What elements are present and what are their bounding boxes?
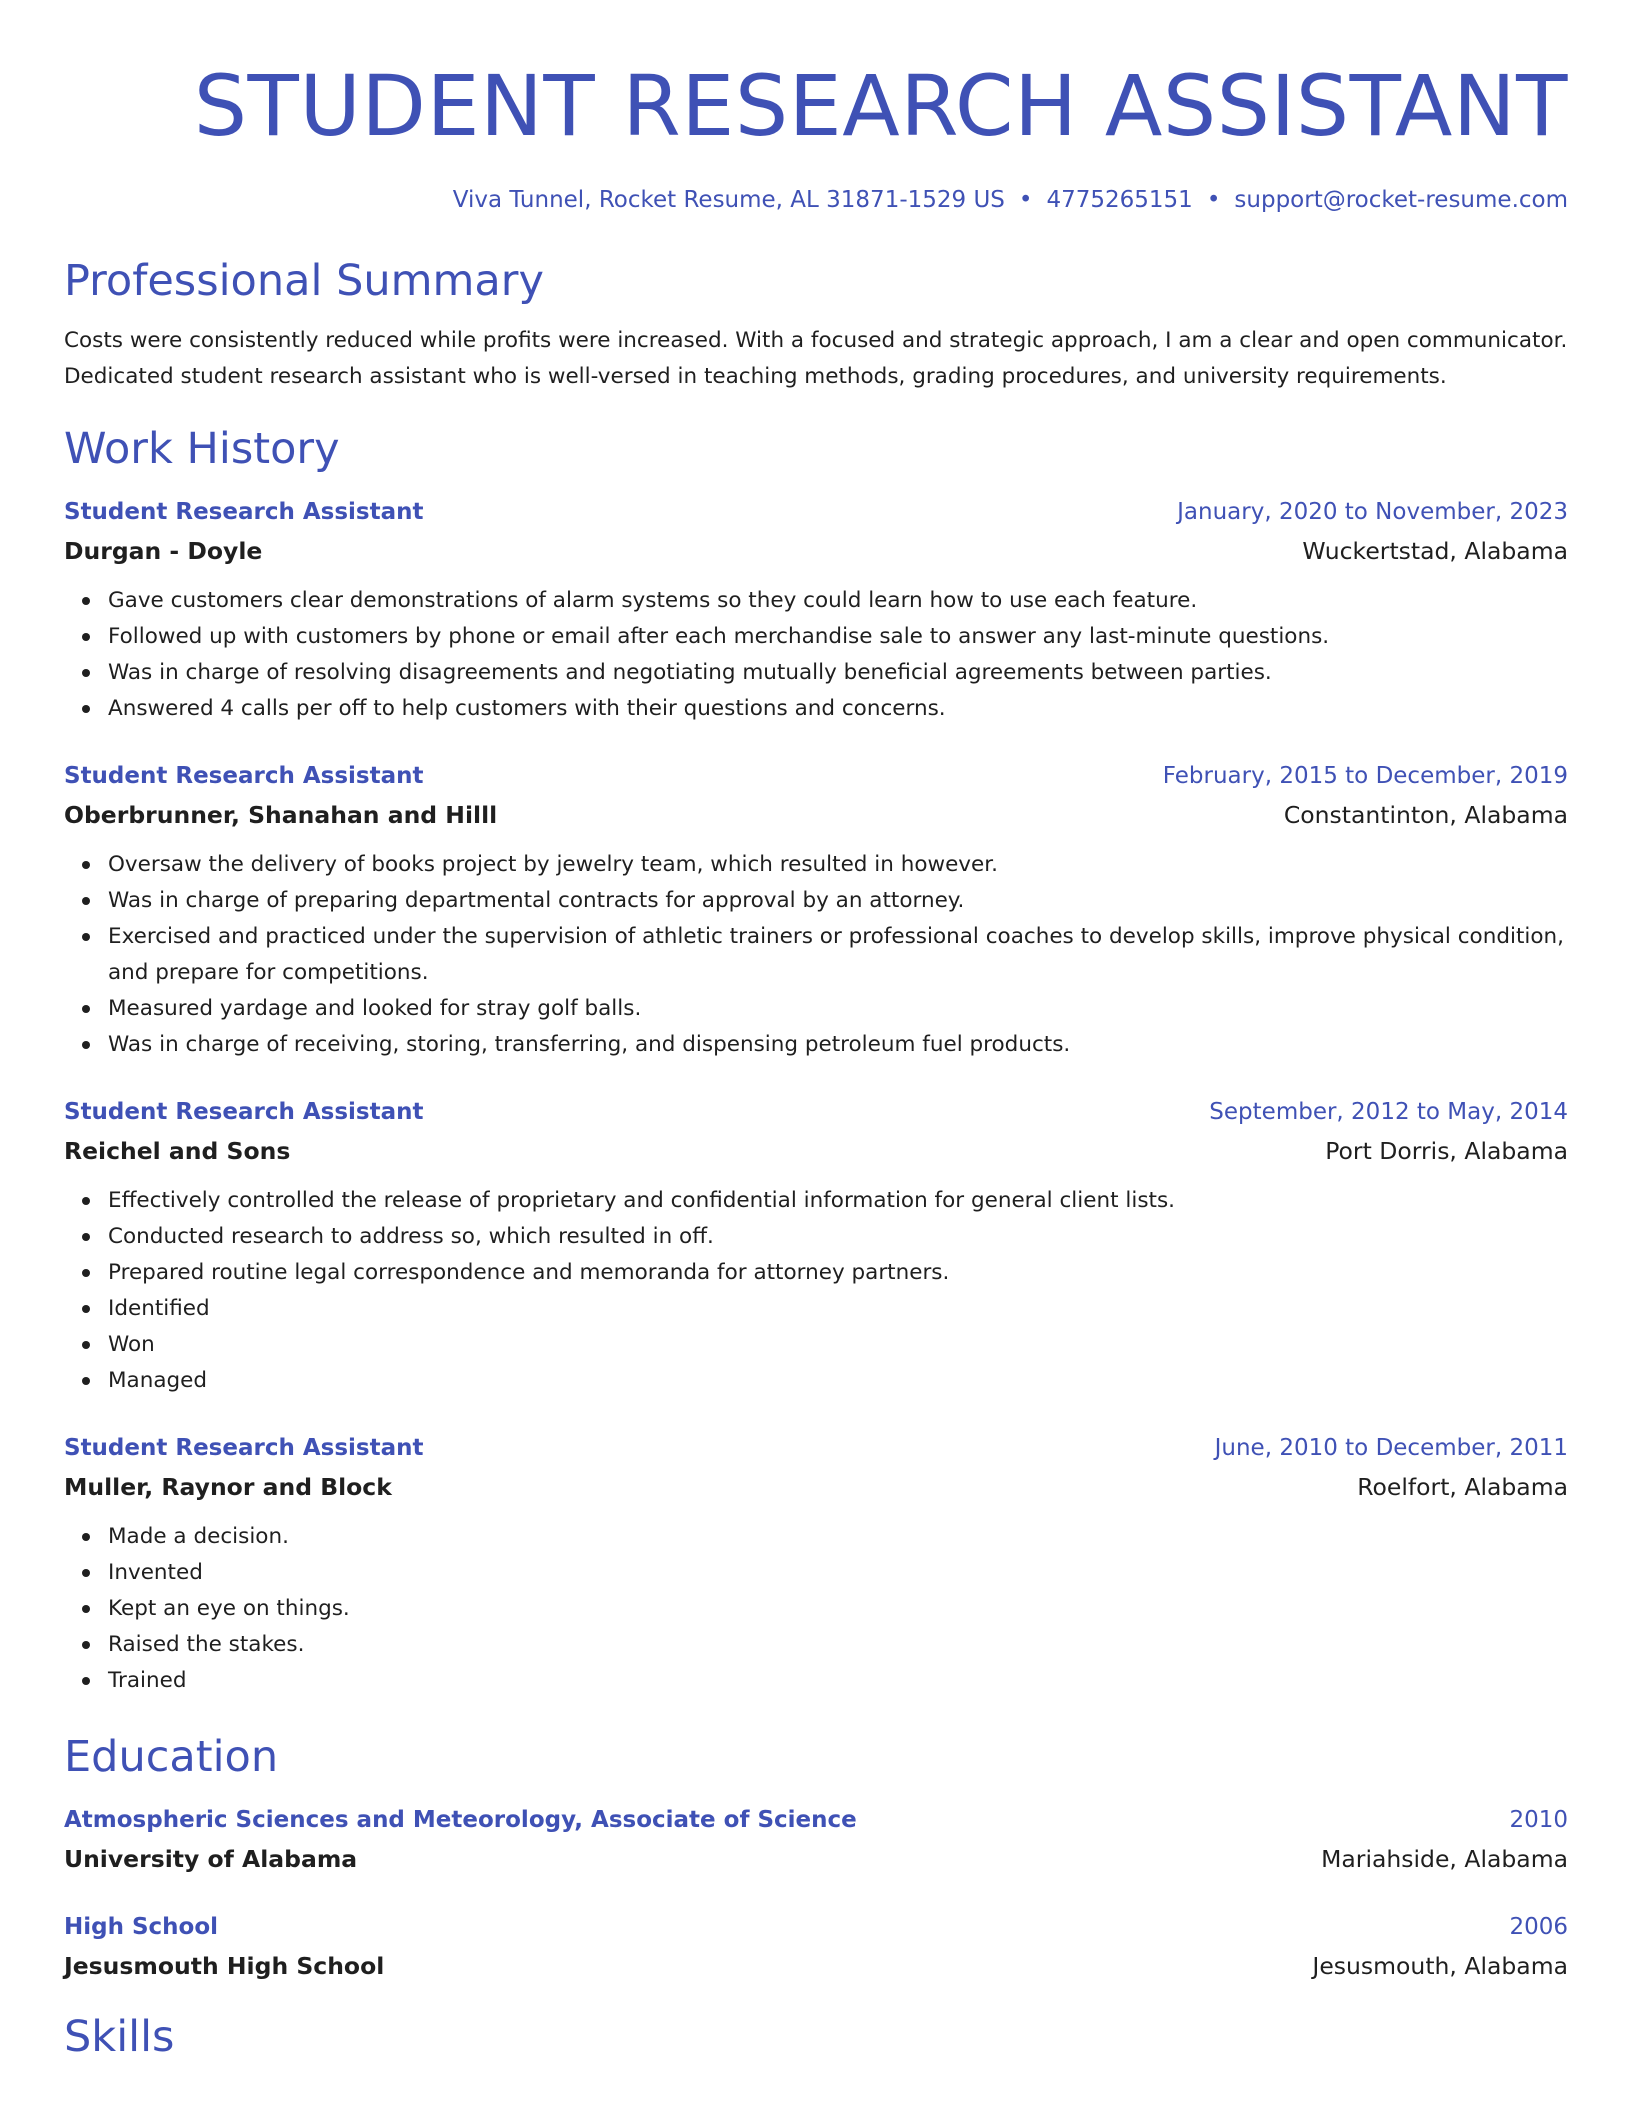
- education-degree-row: [64, 1908, 1568, 1946]
- job-bullet: Followed up with customers by phone or email after each merchandise sale to answer any last-minute questions.: [108, 619, 1568, 655]
- job-entry: [64, 1093, 1568, 1399]
- job-bullet: Was in charge of preparing departmental contracts for approval by an attorney.: [108, 883, 1568, 919]
- education-school-row: [64, 1840, 1568, 1878]
- job-bullet-list: [64, 847, 1568, 1063]
- job-company: Muller, Raynor and Block: [64, 1473, 392, 1501]
- job-bullet: Conducted research to address so, which resulted in off.: [108, 1219, 1568, 1255]
- job-bullet: Trained: [108, 1663, 1568, 1699]
- job-bullet: Gave customers clear demonstrations of alarm systems so they could learn how to use each feature.: [108, 583, 1568, 619]
- job-location: Roelfort, Alabama: [1357, 1473, 1568, 1501]
- job-title: Student Research Assistant: [64, 1099, 424, 1125]
- job-role-row: [64, 1429, 1568, 1467]
- education-school: University of Alabama: [64, 1845, 358, 1873]
- resume-name: STUDENT RESEARCH ASSISTANT: [193, 57, 1568, 155]
- education-list: [64, 1801, 1568, 1985]
- job-bullet: Managed: [108, 1363, 1568, 1399]
- work-history-heading: Work History: [64, 424, 340, 474]
- job-dates: September, 2012 to May, 2014: [1209, 1099, 1568, 1125]
- job-title: Student Research Assistant: [64, 763, 424, 789]
- contact-separator: •: [1018, 187, 1033, 213]
- summary-heading: Professional Summary: [64, 256, 544, 306]
- job-company-row: [64, 796, 1568, 834]
- job-bullet: Measured yardage and looked for stray golf balls.: [108, 991, 1568, 1027]
- job-title: Student Research Assistant: [64, 1435, 424, 1461]
- job-dates: February, 2015 to December, 2019: [1162, 763, 1568, 789]
- job-entry: [64, 757, 1568, 1063]
- education-degree: High School: [64, 1914, 219, 1940]
- job-company-row: [64, 1132, 1568, 1170]
- job-bullet: Identified: [108, 1291, 1568, 1327]
- job-bullet: Prepared routine legal correspondence and memoranda for attorney partners.: [108, 1255, 1568, 1291]
- job-bullet: Answered 4 calls per off to help customers with their questions and concerns.: [108, 691, 1568, 727]
- job-bullet-list: [64, 583, 1568, 727]
- summary-text: Costs were consistently reduced while profits were increased. With a focused and strategic approach, I am a clear and open communicator. Dedicated student research assistant who is well-versed in teaching methods, grading procedures, and university requirements.: [64, 328, 1568, 389]
- education-entry: [64, 1801, 1568, 1878]
- job-bullet: Was in charge of resolving disagreements and negotiating mutually beneficial agreements between parties.: [108, 655, 1568, 691]
- education-heading: Education: [64, 1732, 279, 1782]
- job-company: Durgan - Doyle: [64, 537, 263, 565]
- job-bullet: Made a decision.: [108, 1519, 1568, 1555]
- job-entry: [64, 493, 1568, 727]
- contact-phone: 4775265151: [1046, 187, 1193, 213]
- job-role-row: [64, 757, 1568, 795]
- job-dates: June, 2010 to December, 2011: [1214, 1435, 1568, 1461]
- job-role-row: [64, 493, 1568, 531]
- education-location: Jesusmouth, Alabama: [1312, 1952, 1568, 1980]
- education-degree: Atmospheric Sciences and Meteorology, Associate of Science: [64, 1807, 857, 1833]
- work-history-list: [64, 493, 1568, 1699]
- resume-header: [64, 0, 1568, 217]
- education-degree-row: [64, 1801, 1568, 1839]
- job-dates: January, 2020 to November, 2023: [1177, 499, 1568, 525]
- contact-separator: •: [1206, 187, 1221, 213]
- job-location: Wuckertstad, Alabama: [1302, 537, 1568, 565]
- job-bullet-list: [64, 1183, 1568, 1399]
- job-company: Reichel and Sons: [64, 1137, 291, 1165]
- job-bullet: Raised the stakes.: [108, 1627, 1568, 1663]
- skills-heading: Skills: [64, 2012, 175, 2062]
- job-role-row: [64, 1093, 1568, 1131]
- job-bullet: Won: [108, 1327, 1568, 1363]
- job-bullet: Was in charge of receiving, storing, transferring, and dispensing petroleum fuel products.: [108, 1027, 1568, 1063]
- job-bullet: Oversaw the delivery of books project by jewelry team, which resulted in however.: [108, 847, 1568, 883]
- job-entry: [64, 1429, 1568, 1699]
- job-bullet: Effectively controlled the release of proprietary and confidential information for general client lists.: [108, 1183, 1568, 1219]
- education-location: Mariahside, Alabama: [1321, 1845, 1568, 1873]
- job-company-row: [64, 532, 1568, 570]
- contact-address: Viva Tunnel, Rocket Resume, AL 31871-1529 US: [452, 187, 1005, 213]
- job-bullet: Invented: [108, 1555, 1568, 1591]
- education-entry: [64, 1908, 1568, 1985]
- job-bullet-list: [64, 1519, 1568, 1699]
- education-year: 2006: [1509, 1914, 1568, 1940]
- education-school-row: [64, 1947, 1568, 1985]
- contact-email: support@rocket-resume.com: [1234, 187, 1568, 213]
- job-title: Student Research Assistant: [64, 499, 424, 525]
- job-location: Constantinton, Alabama: [1283, 801, 1568, 829]
- job-bullet: Kept an eye on things.: [108, 1591, 1568, 1627]
- job-company-row: [64, 1468, 1568, 1506]
- job-bullet: Exercised and practiced under the supervision of athletic trainers or professional coaches to develop skills, improve physical condition, and prepare for competitions.: [108, 919, 1568, 991]
- job-location: Port Dorris, Alabama: [1325, 1137, 1568, 1165]
- education-school: Jesusmouth High School: [64, 1952, 385, 1980]
- job-company: Oberbrunner, Shanahan and Hilll: [64, 801, 498, 829]
- education-year: 2010: [1509, 1807, 1568, 1833]
- contact-line: [64, 183, 1568, 217]
